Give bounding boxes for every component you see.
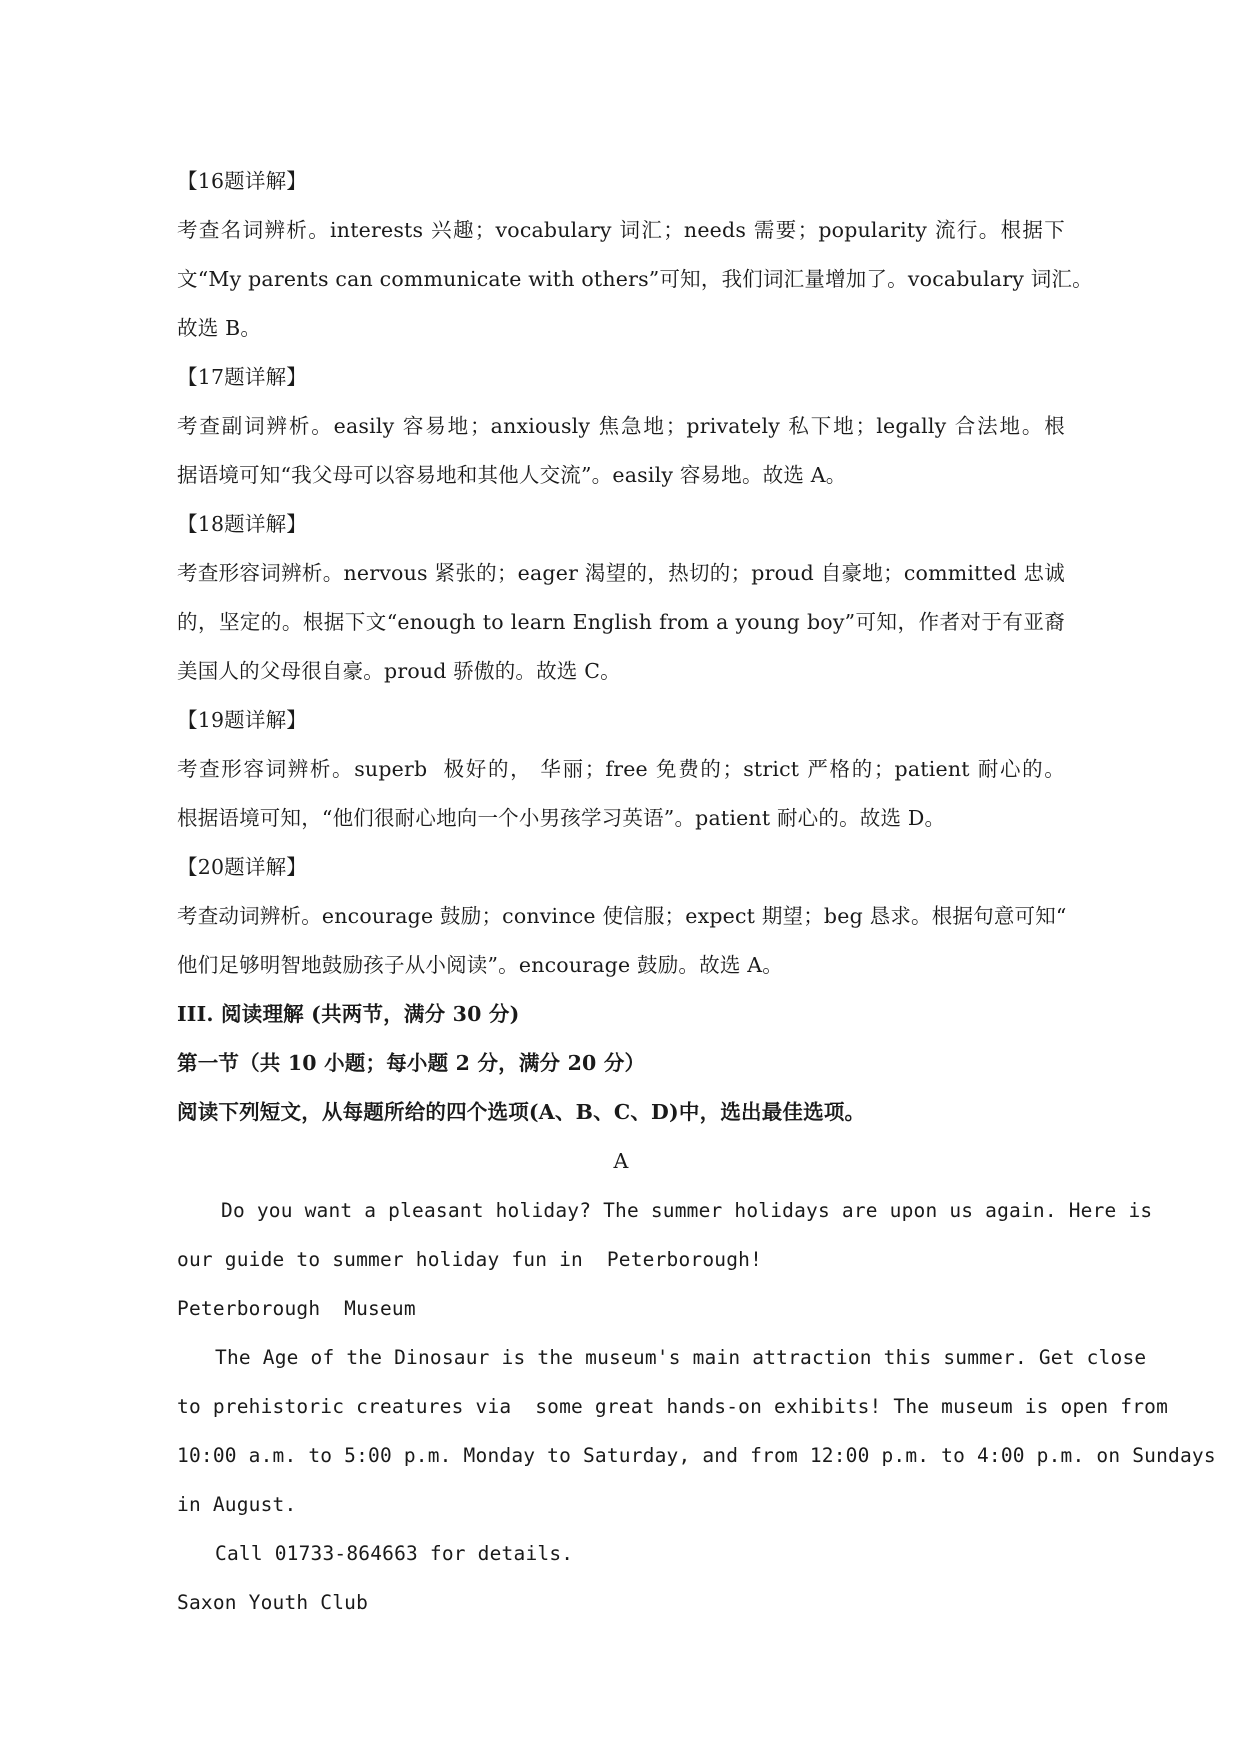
section-16-heading: 【16题详解】 [177, 169, 307, 193]
museum-line-4: in August. [177, 1493, 297, 1516]
section-18-line-2: 的，坚定的。根据下文“enough to learn English from a young boy”可知，作者对于有亚裔 [177, 610, 1065, 634]
section-20-line-1: 考查动词辨析。encourage 鼓励；convince 使信服；expect 期望；beg 恳求。根据句意可知“ [177, 904, 1067, 928]
museum-heading: Peterborough Museum [177, 1297, 416, 1320]
section-16-line-3: 故选 B。 [177, 316, 262, 340]
section-17-heading: 【17题详解】 [177, 365, 307, 389]
passage-intro-line-2: our guide to summer holiday fun in Peterborough! [177, 1248, 763, 1271]
part-3-instruction: 阅读下列短文，从每题所给的四个选项(A、B、C、D)中，选出最佳选项。 [177, 1100, 866, 1124]
club-heading: Saxon Youth Club [177, 1591, 369, 1614]
museum-call: Call 01733-864663 for details. [215, 1542, 574, 1565]
section-16-line-1: 考查名词辨析。interests 兴趣；vocabulary 词汇；needs 需要；popularity 流行。根据下 [177, 218, 1065, 242]
passage-intro-line-1: Do you want a pleasant holiday? The summer holidays are upon us again. Here is [221, 1199, 1153, 1222]
section-19-line-2: 根据语境可知，“他们很耐心地向一个小男孩学习英语”。patient 耐心的。故选 D。 [177, 806, 946, 830]
section-20-heading: 【20题详解】 [177, 855, 307, 879]
section-18-line-3: 美国人的父母很自豪。proud 骄傲的。故选 C。 [177, 659, 621, 683]
section-20-line-2: 他们足够明智地鼓励孩子从小阅读”。encourage 鼓励。故选 A。 [177, 953, 783, 977]
section-18-line-1: 考查形容词辨析。nervous 紧张的；eager 渴望的，热切的；proud 自豪地；committed 忠诚 [177, 561, 1065, 585]
section-17-line-2: 据语境可知“我父母可以容易地和其他人交流”。easily 容易地。故选 A。 [177, 463, 847, 487]
section-18-heading: 【18题详解】 [177, 512, 307, 536]
section-16-line-2: 文“My parents can communicate with others”可知，我们词汇量增加了。vocabulary 词汇。 [177, 267, 1093, 291]
museum-line-1: The Age of the Dinosaur is the museum's main attraction this summer. Get close [215, 1346, 1147, 1369]
museum-line-2: to prehistoric creatures via some great hands-on exhibits! The museum is open from [177, 1395, 1169, 1418]
museum-line-3: 10:00 a.m. to 5:00 p.m. Monday to Saturday, and from 12:00 p.m. to 4:00 p.m. on Sundays [177, 1444, 1216, 1467]
part-3-subtitle: 第一节（共 10 小题；每小题 2 分，满分 20 分） [177, 1051, 646, 1075]
passage-label: A [613, 1149, 629, 1173]
section-19-heading: 【19题详解】 [177, 708, 307, 732]
part-3-title: III. 阅读理解 (共两节，满分 30 分) [177, 1002, 520, 1026]
section-17-line-1: 考查副词辨析。easily 容易地；anxiously 焦急地；privately 私下地；legally 合法地。根 [177, 414, 1065, 438]
section-19-line-1: 考查形容词辨析。superb 极好的， 华丽；free 免费的；strict 严格的；patient 耐心的。 [177, 757, 1065, 781]
